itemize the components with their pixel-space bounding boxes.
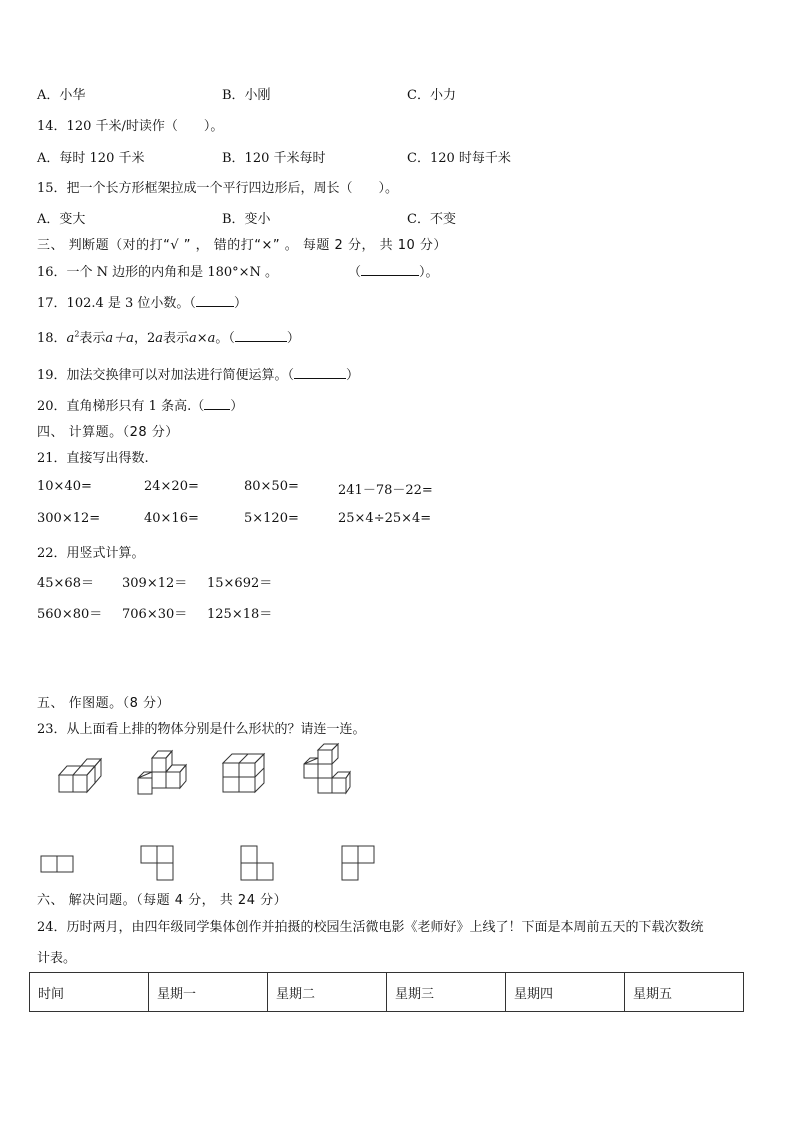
top-view-3[interactable] [240, 845, 276, 883]
q14-option-c: C．120 时每千米 [407, 151, 511, 166]
q18-num: 18． [37, 331, 67, 346]
q20-stem: 20．直角梯形只有 1 条高.（ [37, 399, 205, 414]
top-view-4[interactable] [341, 845, 377, 883]
q15-option-b: B．变小 [222, 212, 271, 227]
q20-close: ） [230, 399, 244, 414]
cube-object-2[interactable] [135, 745, 189, 799]
q22-item: 125×18＝ [207, 607, 273, 622]
top-view-2[interactable] [140, 845, 176, 883]
section-6-title: 六、 解决问题。（每题 4 分， 共 24 分） [37, 893, 288, 908]
q18-text-4: 。（ [215, 331, 235, 346]
q18-text-1: 表示 [79, 331, 106, 346]
q22-item: 706×30＝ [122, 607, 188, 622]
cube-object-3[interactable] [220, 750, 270, 796]
q16-blank[interactable] [361, 264, 419, 276]
q13-option-b: B．小刚 [222, 88, 271, 103]
q21-item: 241－78－22= [338, 483, 433, 498]
table-header-cell: 星期一 [149, 973, 268, 1012]
q24-stem-line-1: 24．历时两月，由四年级同学集体创作并拍摄的校园生活微电影《老师好》上线了！下面是本周前五天的下载次数统 [37, 920, 704, 935]
q19-close: ） [346, 368, 360, 383]
q21-item: 24×20= [144, 479, 199, 494]
table-header-cell: 星期二 [268, 973, 387, 1012]
q19 [37, 364, 359, 383]
section-3-title: 三、 判断题（对的打“√ ” ， 错的打“×” 。 每题 2 分， 共 10 分） [37, 238, 447, 253]
q18-expr-2: a×a [189, 331, 216, 346]
q22-stem: 22．用竖式计算。 [37, 546, 145, 561]
q13-option-a: A．小华 [37, 88, 86, 103]
q20-blank[interactable] [204, 398, 230, 410]
q22-item: 560×80＝ [37, 607, 103, 622]
q18-close: ） [286, 331, 300, 346]
q21-item: 10×40= [37, 479, 92, 494]
q16-stem: 16．一个 N 边形的内角和是 180°×N 。 [37, 265, 279, 280]
table-header-cell: 星期四 [506, 973, 625, 1012]
table-header-cell: 星期五 [625, 973, 744, 1012]
q18-expr-1: a＋a [105, 331, 134, 346]
q22-item: 15×692＝ [207, 576, 273, 591]
q16-close: ）。 [419, 265, 439, 280]
table-header-cell: 星期三 [387, 973, 506, 1012]
q18-text-2: ，2 [133, 331, 156, 346]
q21-item: 5×120= [244, 511, 299, 526]
q15-stem: 15．把一个长方形框架拉成一个平行四边形后，周长（ ）。 [37, 181, 399, 196]
download-count-table [29, 972, 744, 1012]
q17-stem: 17．102.4 是 3 位小数。（ [37, 296, 196, 311]
q18-text-3: 表示 [162, 331, 189, 346]
q22-item: 309×12＝ [122, 576, 188, 591]
q14-option-a: A．每时 120 千米 [37, 151, 145, 166]
q18-blank[interactable] [235, 330, 287, 342]
q15-option-a: A．变大 [37, 212, 86, 227]
q14-option-b: B．120 千米每时 [222, 151, 326, 166]
q17 [37, 292, 247, 311]
q21-item: 300×12= [37, 511, 101, 526]
q16-answer [348, 261, 439, 280]
q18-var-a2: a [155, 331, 163, 346]
cube-object-1[interactable] [55, 752, 103, 796]
q18-var-a: a [66, 331, 75, 346]
table-header-cell: 时间 [30, 973, 149, 1012]
q24-stem-line-2: 计表。 [37, 951, 77, 966]
q14-stem: 14．120 千米/时读作（ ）。 [37, 119, 224, 134]
q18 [37, 327, 300, 346]
q18-exponent: 2 [74, 329, 80, 339]
q16-open: （ [348, 265, 362, 280]
q21-item: 25×4÷25×4= [338, 511, 432, 526]
q15-option-c: C．不变 [407, 212, 456, 227]
q21-item: 40×16= [144, 511, 199, 526]
q13-option-c: C．小力 [407, 88, 456, 103]
table-row [30, 973, 744, 1012]
q21-stem: 21．直接写出得数. [37, 451, 149, 466]
q21-item: 80×50= [244, 479, 299, 494]
q20 [37, 395, 243, 414]
top-view-1[interactable] [40, 855, 76, 875]
q19-stem: 19．加法交换律可以对加法进行简便运算。（ [37, 368, 295, 383]
q17-close: ） [233, 296, 247, 311]
q22-item: 45×68＝ [37, 576, 94, 591]
q19-blank[interactable] [294, 367, 346, 379]
cube-object-4[interactable] [300, 742, 354, 796]
q17-blank[interactable] [196, 295, 234, 307]
q23-stem: 23．从上面看上排的物体分别是什么形状的？请连一连。 [37, 722, 366, 737]
section-4-title: 四、 计算题。（28 分） [37, 425, 179, 440]
section-5-title: 五、 作图题。（8 分） [37, 696, 171, 711]
